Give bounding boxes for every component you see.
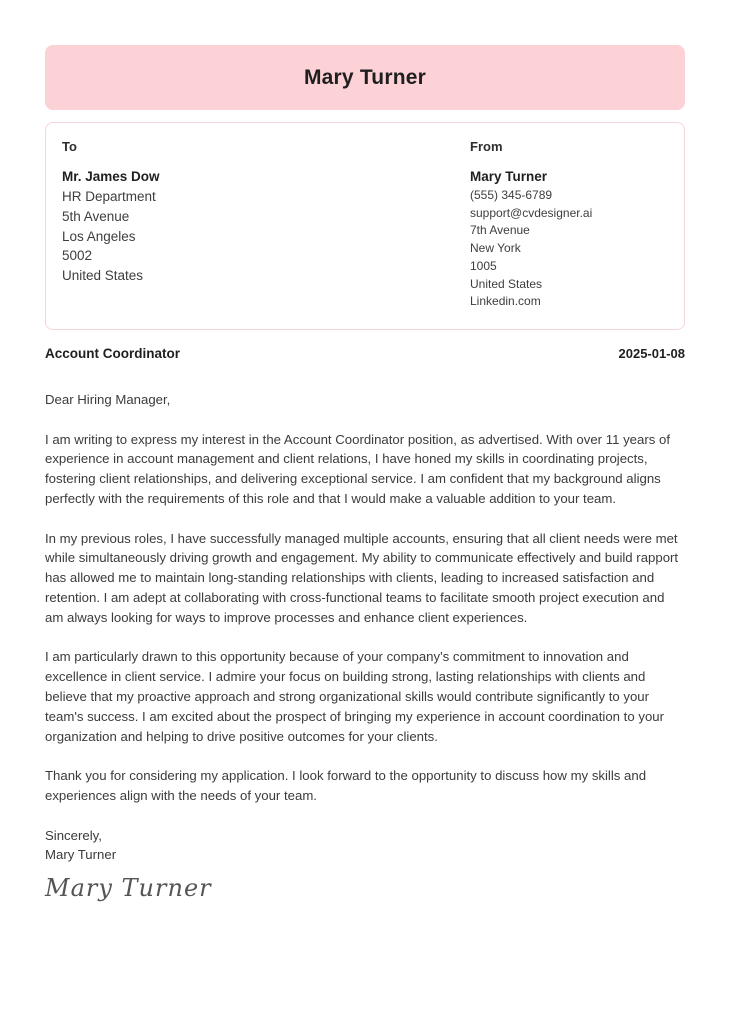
address-card: [45, 122, 685, 330]
recipient-line: 5002: [62, 248, 93, 264]
sender-linkedin: Linkedin.com: [470, 294, 541, 309]
body-paragraph: In my previous roles, I have successfully managed multiple accounts, ensuring that all client needs were met while simultaneously driving growth and engagement. My ability to communicate effectively and build rapport has allowed me to maintain long-standing relationships with clients, leading to increased satisfaction and retention. I am adept at collaborating with cross-functional teams to facilitate smooth project execution and am always looking for ways to improve processes and enhance client experiences.: [45, 530, 679, 625]
letter-date: 2025-01-08: [618, 346, 685, 361]
salutation: Dear Hiring Manager,: [45, 392, 171, 407]
sender-address-line: 7th Avenue: [470, 223, 530, 238]
handwritten-signature: Mary Turner: [45, 874, 212, 903]
closing-word: Sincerely,: [45, 827, 102, 843]
recipient-label: To: [62, 139, 77, 154]
sender-address-line: 1005: [470, 258, 497, 273]
letter-content: [45, 0, 685, 903]
recipient-name: Mr. James Dow: [62, 169, 160, 184]
job-title: Account Coordinator: [45, 346, 180, 361]
sender-label: From: [470, 139, 503, 154]
closing-block: [45, 826, 685, 866]
body-paragraph: I am particularly drawn to this opportunity because of your company's commitment to innovation and excellence in client service. I admire your focus on building strong, lasting relationships with clients and believe that my proactive approach and strong organizational skills would contribute significantly to your team's success. I am excited about the prospect of bringing my experience in account coordination to your organization and helping to drive positive outcomes for your clients.: [45, 649, 665, 744]
closing-name: Mary Turner: [45, 847, 117, 863]
header-banner: [45, 45, 685, 110]
recipient-section: [62, 139, 470, 313]
sender-phone: (555) 345-6789: [470, 188, 553, 202]
body-paragraph: Thank you for considering my application. I look forward to the opportunity to discuss how my skills and experiences align with the needs of your team.: [45, 768, 647, 803]
sender-address-line: New York: [470, 241, 521, 256]
sender-name: Mary Turner: [470, 169, 548, 184]
title-row: [45, 346, 685, 361]
applicant-name-title: Mary Turner: [303, 65, 426, 89]
sender-address-line: United States: [470, 276, 543, 291]
recipient-line: 5th Avenue: [62, 208, 130, 224]
sender-section: [470, 139, 668, 313]
recipient-line: United States: [62, 268, 144, 284]
recipient-line: HR Department: [62, 189, 156, 204]
sender-email: support@cvdesigner.ai: [470, 205, 593, 220]
body-paragraph: I am writing to express my interest in the Account Coordinator position, as advertised. With over 11 years of experience in account management and client relations, I have honed my skills in coordinating projects, fostering client relationships, and delivering exceptional service. I am confident that my background aligns perfectly with the requirements of this role and that I would make a valuable addition to your team.: [45, 431, 670, 506]
letter-body: [45, 390, 685, 903]
recipient-line: Los Angeles: [62, 228, 136, 244]
